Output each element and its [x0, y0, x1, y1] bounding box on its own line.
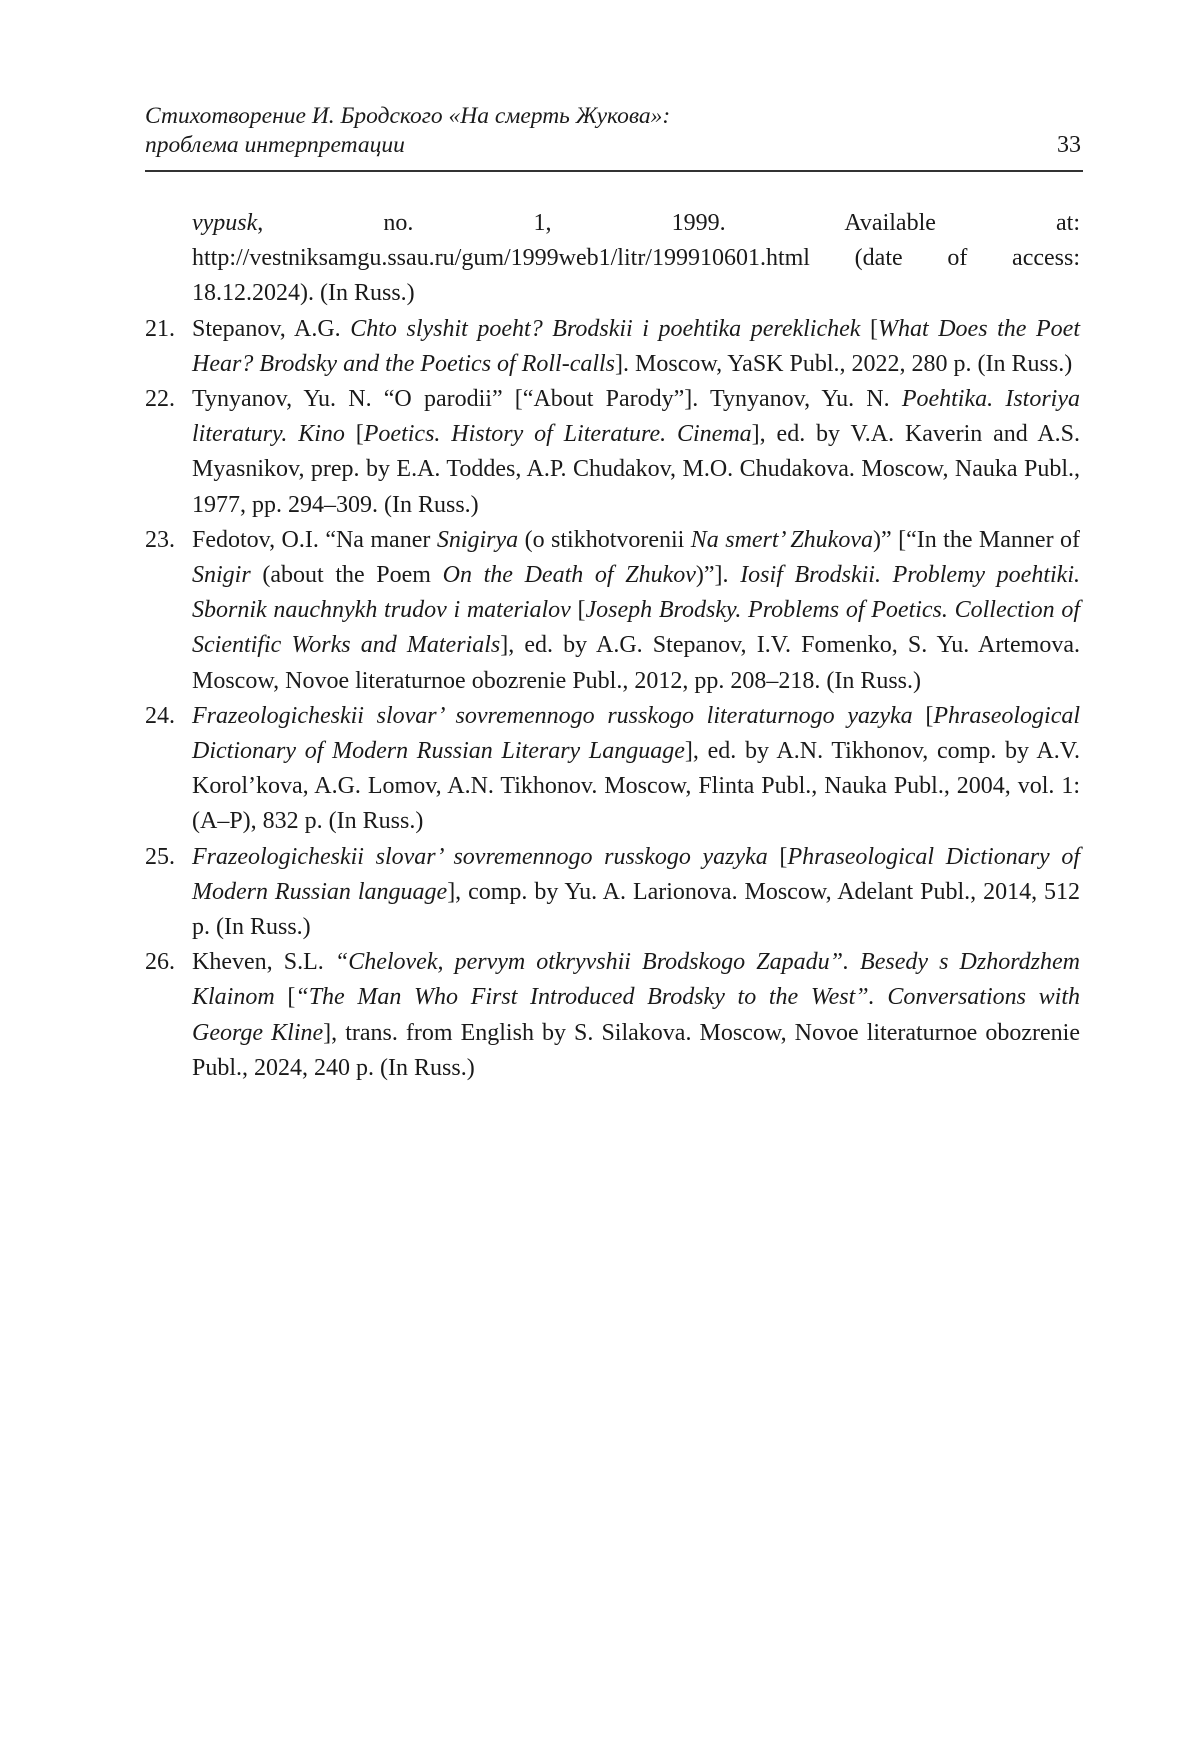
running-header — [145, 100, 1083, 172]
reference-title-text: Joseph Brodsky. Problems of Poetics. Collection of Scientific Works and Materials — [192, 597, 1080, 659]
reference-text: [ — [767, 843, 788, 870]
reference-title-text: Chto slyshit poeht? Brodskii i poehtika pereklichek — [350, 315, 861, 342]
reference-title-text: Snigirya — [436, 526, 519, 553]
reference-title-text: What Does the Poet Hear? Brodsky and the Poetics of Roll-calls — [192, 315, 1080, 377]
reference-item — [145, 206, 1080, 312]
reference-text: [ — [274, 984, 296, 1011]
reference-item — [145, 699, 1080, 840]
reference-title-text: Phraseological Dictionary of Modern Russian Literary Language — [192, 702, 1081, 765]
reference-item — [145, 840, 1080, 946]
reference-item — [145, 312, 1080, 382]
reference-item — [145, 382, 1080, 523]
reference-text: )” [“In the Manner of — [873, 526, 1080, 553]
reference-text: [ — [570, 597, 586, 624]
reference-text: ], comp. by Yu. A. Larionova. Moscow, Adelant Publ., 2014, 512 p. (In Russ.) — [192, 878, 1081, 941]
reference-number: 26. — [145, 949, 175, 976]
reference-text: )”]. — [695, 562, 741, 589]
reference-number: 25. — [145, 843, 175, 870]
reference-title-text: Phraseological Dictionary of Modern Russian language — [192, 843, 1081, 905]
header-title-line-2: проблема интерпретации — [145, 132, 405, 158]
reference-title-text: Poehtika. Istoriya literatury. Kino — [192, 386, 1080, 448]
running-header-title — [145, 102, 670, 160]
reference-item — [145, 523, 1080, 699]
reference-text: ]. Moscow, YaSK Publ., 2022, 280 p. (In Russ.) — [615, 350, 1073, 377]
reference-text: , no. 1, 1999. Available at: http://vestniksamgu.ssau.ru/gum/1999web1/litr/199910601.html (date of access: 18.12.2024). (In Russ.) — [192, 210, 1080, 307]
reference-title-text: On the Death of Zhukov — [442, 562, 696, 589]
reference-text: Kheven, S.L. — [192, 949, 335, 976]
reference-title-text: vypusk — [192, 210, 258, 236]
reference-text: Tynyanov, Yu. N. “O parodii” [“About Parody”]. Tynyanov, Yu. N. — [192, 386, 902, 413]
reference-title-text: Poetics. History of Literature. Cinema — [363, 421, 752, 448]
reference-number: 22. — [145, 386, 175, 413]
reference-text: ], ed. by A.N. Tikhonov, comp. by A.V. Korol’kova, A.G. Lomov, A.N. Tikhonov. Moscow, Flinta Publ., Nauka Publ., 2004, vol. 1: (A–P), 832 p. (In Russ.) — [192, 738, 1081, 835]
reference-text: (about the Poem — [250, 562, 443, 589]
reference-item — [145, 945, 1080, 1086]
reference-number: 21. — [145, 315, 175, 342]
reference-text: ], ed. by A.G. Stepanov, I.V. Fomenko, S. Yu. Artemova. Moscow, Novoe literaturnoe obozrenie Publ., 2012, pp. 208–218. (In Russ.) — [192, 632, 1080, 694]
reference-text: ], trans. from English by S. Silakova. Moscow, Novoe literaturnoe obozrenie Publ., 2024, 240 p. (In Russ.) — [192, 1019, 1080, 1081]
reference-title-text: Na smert’ Zhukova — [690, 526, 873, 553]
reference-title-text: “Chelovek, pervym otkryvshii Brodskogo Zapadu”. Besedy s Dzhordzhem Klainom — [192, 949, 1080, 1011]
reference-text: (o stikhotvorenii — [518, 526, 691, 553]
reference-text: [ — [860, 315, 878, 342]
reference-title-text: Frazeologicheskii slovar’ sovremennogo russkogo yazyka — [192, 843, 768, 870]
reference-text: ], ed. by V.A. Kaverin and A.S. Myasnikov, prep. by E.A. Toddes, A.P. Chudakov, M.O. Chudakova. Moscow, Nauka Publ., 1977, pp. 294–309. (In Russ.) — [192, 421, 1080, 518]
reference-text: [ — [344, 421, 364, 448]
reference-text: Stepanov, A.G. — [192, 315, 351, 342]
reference-number: 24. — [145, 702, 175, 729]
reference-title-text: Frazeologicheskii slovar’ sovremennogo russkogo literaturnogo yazyka — [192, 702, 913, 729]
reference-title-text: Snigir — [192, 562, 251, 589]
reference-text: Fedotov, O.I. “Na maner — [192, 526, 437, 553]
reference-list — [145, 206, 1080, 1086]
reference-number: 23. — [145, 526, 175, 553]
page-number: 33 — [1057, 132, 1081, 158]
reference-title-text: “The Man Who First Introduced Brodsky to the West”. Conversations with George Kline — [192, 984, 1080, 1046]
reference-text: [ — [912, 702, 934, 729]
reference-title-text: Iosif Brodskii. Problemy poehtiki. Sbornik nauchnykh trudov i materialov — [192, 562, 1080, 624]
header-title-line-1: Стихотворение И. Бродского «На смерть Жукова»: — [145, 103, 671, 129]
